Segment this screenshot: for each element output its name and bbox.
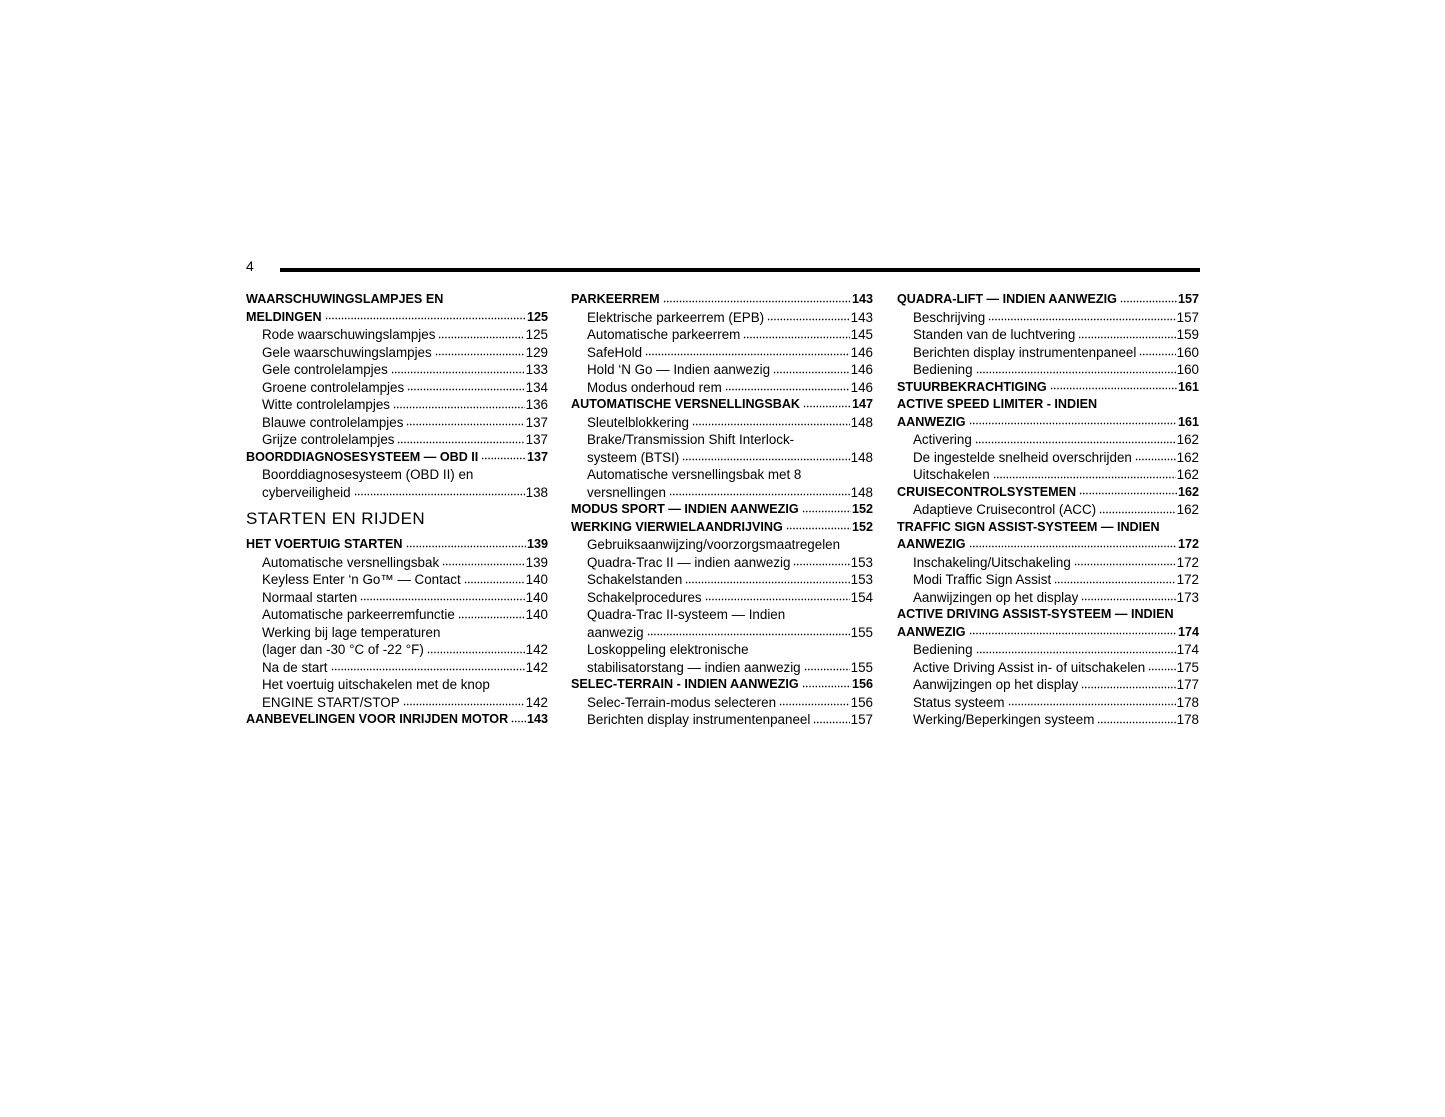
toc-subentry[interactable] <box>246 484 548 502</box>
toc-subentry[interactable] <box>571 641 873 659</box>
toc-subentry[interactable] <box>571 536 873 554</box>
toc-heading-entry[interactable] <box>571 676 873 694</box>
toc-heading-entry[interactable] <box>897 379 1199 397</box>
toc-subentry[interactable] <box>246 379 548 397</box>
toc-page-number: 134 <box>525 379 548 395</box>
toc-entry-label: MODUS SPORT — INDIEN AANWEZIG <box>571 502 799 516</box>
toc-page-number: 143 <box>851 292 873 306</box>
toc-heading-entry[interactable] <box>246 711 548 729</box>
toc-subentry[interactable] <box>571 344 873 362</box>
dot-leader <box>1054 580 1175 584</box>
toc-entry-label: Groene controlelampjes <box>262 379 405 395</box>
toc-page-number: 172 <box>1177 537 1199 551</box>
toc-subentry[interactable] <box>897 641 1199 659</box>
toc-entry-label: BOORDDIAGNOSESYSTEEM — OBD II <box>246 449 479 464</box>
dot-leader <box>393 405 525 409</box>
dot-leader <box>438 335 524 339</box>
toc-page-number: 143 <box>526 712 548 726</box>
dot-leader <box>705 598 850 602</box>
toc-subentry[interactable] <box>246 326 548 344</box>
dot-leader <box>403 703 525 707</box>
dot-leader <box>481 457 526 461</box>
toc-subentry[interactable] <box>246 641 548 659</box>
toc-subentry[interactable] <box>246 431 548 449</box>
toc-entry-label: Werking bij lage temperaturen <box>262 624 441 640</box>
toc-page-number: 133 <box>525 362 548 377</box>
toc-page-number: 142 <box>525 694 548 710</box>
toc-entry-label: (lager dan -30 °C of -22 °F) <box>262 642 424 657</box>
dot-leader <box>969 422 1177 426</box>
toc-entry-label: aanwezig <box>587 624 644 640</box>
dot-leader <box>391 370 525 374</box>
toc-entry-label: Berichten display instrumentenpaneel <box>913 344 1137 360</box>
toc-entry-label: stabilisatorstang — indien aanwezig <box>587 659 801 675</box>
dot-leader <box>647 633 850 637</box>
toc-page-number: 178 <box>1176 712 1199 727</box>
dot-leader <box>331 668 525 672</box>
dot-leader <box>767 318 850 322</box>
dot-leader <box>427 650 525 654</box>
toc-page-number: 152 <box>851 502 873 516</box>
toc-entry-label: Quadra-Trac II-systeem — Indien <box>587 607 786 622</box>
dot-leader <box>743 335 849 339</box>
toc-subentry[interactable] <box>897 449 1199 467</box>
toc-subentry[interactable] <box>246 659 548 677</box>
toc-subentry[interactable] <box>246 694 548 712</box>
toc-entry-label: AUTOMATISCHE VERSNELLINGSBAK <box>571 397 801 411</box>
dot-leader <box>802 509 851 513</box>
toc-subentry[interactable] <box>246 466 548 484</box>
toc-subentry[interactable] <box>571 449 873 467</box>
toc-entry-label: Schakelprocedures <box>587 589 702 605</box>
toc-subentry[interactable] <box>246 624 548 642</box>
toc-page-number: 140 <box>525 607 548 622</box>
toc-page-number: 157 <box>1176 309 1199 325</box>
toc-page-number: 140 <box>525 572 548 587</box>
toc-entry-label: HET VOERTUIG STARTEN <box>246 537 403 551</box>
toc-subentry[interactable] <box>897 694 1199 712</box>
toc-page-number: 139 <box>525 554 548 570</box>
toc-entry-label: Modi Traffic Sign Assist <box>913 572 1052 587</box>
toc-entry-label: Selec-Terrain-modus selecteren <box>587 694 777 710</box>
toc-page-number: 159 <box>1176 327 1199 342</box>
dot-leader <box>1079 492 1177 496</box>
toc-page-number: 162 <box>1176 432 1199 447</box>
toc-heading-entry[interactable] <box>897 291 1199 309</box>
dot-leader <box>407 388 524 392</box>
toc-heading-entry[interactable] <box>897 396 1199 414</box>
toc-entry-label: Berichten display instrumentenpaneel <box>587 712 811 727</box>
toc-entry-label: AANWEZIG <box>897 414 966 429</box>
dot-leader <box>786 527 851 531</box>
toc-page-number: 140 <box>525 589 548 605</box>
toc-subentry[interactable] <box>897 554 1199 572</box>
toc-heading-entry[interactable] <box>246 291 548 309</box>
toc-entry-label: Elektrische parkeerrem (EPB) <box>587 309 765 325</box>
toc-heading-entry[interactable] <box>897 414 1199 432</box>
toc-subentry[interactable] <box>246 589 548 607</box>
toc-subentry[interactable] <box>897 344 1199 362</box>
toc-heading-entry[interactable] <box>897 536 1199 554</box>
toc-page-number: 155 <box>850 659 873 675</box>
toc-entry-label: Blauwe controlelampjes <box>262 414 404 430</box>
dot-leader <box>793 563 849 567</box>
toc-entry-label: Witte controlelampjes <box>262 397 391 412</box>
dot-leader <box>1148 668 1175 672</box>
toc-entry-label: Gele waarschuwingslampjes <box>262 344 432 360</box>
toc-entry-label: MELDINGEN <box>246 309 322 324</box>
dot-leader <box>458 615 525 619</box>
dot-leader <box>682 458 849 462</box>
toc-entry-label: Bediening <box>913 362 973 377</box>
toc-page-number: 172 <box>1176 554 1199 570</box>
toc-heading-entry[interactable] <box>571 501 873 519</box>
toc-subentry[interactable] <box>897 361 1199 379</box>
dot-leader <box>988 318 1175 322</box>
toc-subentry[interactable] <box>246 344 548 362</box>
toc-entry-label: De ingestelde snelheid overschrijden <box>913 449 1132 465</box>
dot-leader <box>442 563 525 567</box>
toc-page-number: 148 <box>850 449 873 465</box>
toc-subentry[interactable] <box>571 624 873 642</box>
dot-leader <box>725 388 850 392</box>
toc-page-number: 175 <box>1176 659 1199 675</box>
toc-page-number: 160 <box>1176 344 1199 360</box>
toc-heading-entry[interactable] <box>897 484 1199 502</box>
dot-leader <box>976 650 1176 654</box>
dot-leader <box>325 317 526 321</box>
toc-entry-label: Automatische parkeerrem <box>587 327 741 342</box>
toc-heading-entry[interactable] <box>246 309 548 327</box>
toc-column-1 <box>246 291 548 729</box>
dot-leader <box>969 632 1177 636</box>
dot-leader <box>692 423 850 427</box>
toc-entry-label: systeem (BTSI) <box>587 449 680 465</box>
toc-page-number: 153 <box>850 554 873 570</box>
dot-leader <box>1081 685 1175 689</box>
toc-page-number: 156 <box>851 677 873 691</box>
toc-heading-entry[interactable] <box>571 291 873 309</box>
toc-subentry[interactable] <box>246 396 548 414</box>
toc-subentry[interactable] <box>897 501 1199 519</box>
toc-page-number: 157 <box>850 712 873 727</box>
dot-leader <box>1099 510 1176 514</box>
toc-entry-label: Sleutelblokkering <box>587 414 689 430</box>
toc-page-number: 178 <box>1176 694 1199 710</box>
toc-entry-label: Aanwijzingen op het display <box>913 677 1079 692</box>
toc-subentry[interactable] <box>897 431 1199 449</box>
toc-entry-label: QUADRA-LIFT — INDIEN AANWEZIG <box>897 292 1117 306</box>
toc-page-number: 173 <box>1176 589 1199 605</box>
toc-subentry[interactable] <box>571 379 873 397</box>
toc-subentry[interactable] <box>246 554 548 572</box>
toc-page-number: 146 <box>850 344 873 360</box>
dot-leader <box>406 544 526 548</box>
toc-subentry[interactable] <box>897 676 1199 694</box>
dot-leader <box>354 493 525 497</box>
toc-page-number: 142 <box>525 642 548 657</box>
toc-entry-label: Gele controlelampjes <box>262 362 388 377</box>
toc-page-number: 152 <box>851 519 873 534</box>
toc-subentry[interactable] <box>246 571 548 589</box>
toc-page-number: 161 <box>1177 379 1199 394</box>
toc-entry-label: Adaptieve Cruisecontrol (ACC) <box>913 502 1097 517</box>
toc-subentry[interactable] <box>897 326 1199 344</box>
dot-leader <box>802 684 851 688</box>
dot-leader <box>813 720 849 724</box>
toc-entry-label: WERKING VIERWIELAANDRIJVING <box>571 519 783 534</box>
toc-page-number: 125 <box>526 309 548 324</box>
page-number: 4 <box>246 258 254 274</box>
toc-entry-label: ACTIVE SPEED LIMITER - INDIEN <box>897 397 1098 411</box>
toc-entry-label: Automatische versnellingsbak met 8 <box>587 467 802 482</box>
toc-page-number: 174 <box>1176 642 1199 657</box>
toc-page-number: 162 <box>1176 502 1199 517</box>
toc-page-number: 177 <box>1176 677 1199 692</box>
toc-entry-label: Hold ‘N Go — Indien aanwezig <box>587 362 771 377</box>
toc-heading-entry[interactable] <box>897 624 1199 642</box>
dot-leader <box>773 370 850 374</box>
toc-entry-label: Automatische versnellingsbak <box>262 554 440 570</box>
dot-leader <box>360 598 524 602</box>
toc-entry-label: Standen van de luchtvering <box>913 327 1076 342</box>
toc-entry-label: SafeHold <box>587 344 643 360</box>
toc-subentry[interactable] <box>897 711 1199 729</box>
toc-subentry[interactable] <box>571 466 873 484</box>
toc-subentry[interactable] <box>571 326 873 344</box>
toc-page-number: 161 <box>1177 414 1199 429</box>
toc-subentry[interactable] <box>571 711 873 729</box>
toc-page-number: 153 <box>850 572 873 587</box>
toc-subentry[interactable] <box>571 431 873 449</box>
toc-page-number: 146 <box>850 379 873 395</box>
toc-subentry[interactable] <box>246 361 548 379</box>
toc-page-number: 174 <box>1177 624 1199 639</box>
dot-leader <box>1120 299 1177 303</box>
dot-leader <box>976 370 1176 374</box>
toc-subentry[interactable] <box>571 484 873 502</box>
toc-entry-label: Het voertuig uitschakelen met de knop <box>262 677 490 692</box>
dot-leader <box>1074 563 1176 567</box>
dot-leader <box>1139 353 1175 357</box>
dot-leader <box>1097 720 1175 724</box>
toc-page-number: 148 <box>850 414 873 430</box>
toc-entry-label: Status systeem <box>913 694 1005 710</box>
toc-page-number: 143 <box>850 309 873 325</box>
toc-entry-label: Activering <box>913 432 972 447</box>
toc-subentry[interactable] <box>571 659 873 677</box>
toc-page-number: 139 <box>526 537 548 551</box>
toc-page-number: 156 <box>850 694 873 710</box>
dot-leader <box>435 353 525 357</box>
toc-entry-label: Quadra-Trac II — indien aanwezig <box>587 554 791 570</box>
toc-column-2 <box>571 291 873 729</box>
dot-leader <box>993 475 1176 479</box>
toc-page-number: 162 <box>1177 484 1199 499</box>
toc-entry-label: Uitschakelen <box>913 467 990 482</box>
toc-entry-label: AANWEZIG <box>897 624 966 639</box>
toc-heading-entry[interactable] <box>246 449 548 467</box>
toc-entry-label: TRAFFIC SIGN ASSIST-SYSTEEM — INDIEN <box>897 519 1160 534</box>
toc-page-number: 162 <box>1176 449 1199 465</box>
toc-subentry[interactable] <box>571 414 873 432</box>
toc-page-number: 155 <box>850 624 873 640</box>
toc-page-number: 138 <box>525 484 548 500</box>
toc-entry-label: AANWEZIG <box>897 537 966 551</box>
toc-entry-label: Automatische parkeerremfunctie <box>262 607 455 622</box>
toc-entry-label: Modus onderhoud rem <box>587 379 722 395</box>
dot-leader <box>464 580 525 584</box>
toc-entry-label: CRUISECONTROLSYSTEMEN <box>897 484 1077 499</box>
toc-entry-label: Beschrijving <box>913 309 986 325</box>
toc-entry-label: Grijze controlelampjes <box>262 432 395 447</box>
toc-page-number: 137 <box>525 432 548 447</box>
dot-leader <box>1078 335 1175 339</box>
toc-page-number: 136 <box>525 397 548 412</box>
toc-subentry[interactable] <box>897 466 1199 484</box>
toc-entry-label: WAARSCHUWINGSLAMPJES EN <box>246 292 444 306</box>
dot-leader <box>803 404 851 408</box>
dot-leader <box>779 703 850 707</box>
toc-page-number: 147 <box>851 397 873 411</box>
toc-page-number: 162 <box>1176 467 1199 482</box>
toc-entry-label: Boorddiagnosesysteem (OBD II) en <box>262 467 474 482</box>
toc-subentry[interactable] <box>571 309 873 327</box>
toc-subentry[interactable] <box>571 571 873 589</box>
dot-leader <box>663 299 851 303</box>
header-rule <box>280 268 1200 272</box>
toc-entry-label: Gebruiksaanwijzing/voorzorgsmaatregelen <box>587 537 841 552</box>
toc-entry-label: cyberveiligheid <box>262 484 351 500</box>
toc-subentry[interactable] <box>246 606 548 624</box>
toc-heading-entry[interactable] <box>571 519 873 537</box>
toc-subentry[interactable] <box>246 414 548 432</box>
toc-entry-label: STUURBEKRACHTIGING <box>897 379 1047 394</box>
toc-page-number: 142 <box>525 659 548 675</box>
dot-leader <box>685 580 849 584</box>
toc-page-number: 129 <box>525 344 548 360</box>
toc-entry-label: ENGINE START/STOP <box>262 694 400 710</box>
toc-heading-entry[interactable] <box>897 519 1199 537</box>
toc-entry-label: Brake/Transmission Shift Interlock- <box>587 432 795 447</box>
toc-entry-label: PARKEERREM <box>571 292 660 306</box>
dot-leader <box>804 668 850 672</box>
dot-leader <box>1050 387 1177 391</box>
dot-leader <box>975 440 1176 444</box>
dot-leader <box>969 544 1177 548</box>
toc-entry-label: Active Driving Assist in- of uitschakelen <box>913 659 1146 675</box>
toc-page-number: 154 <box>850 589 873 605</box>
toc-heading-entry[interactable] <box>897 606 1199 624</box>
dot-leader <box>1081 598 1175 602</box>
toc-subentry[interactable] <box>246 676 548 694</box>
toc-entry-label: Inschakeling/Uitschakeling <box>913 554 1071 570</box>
dot-leader <box>511 719 526 723</box>
toc-entry-label: Loskoppeling elektronische <box>587 642 749 657</box>
toc-page-number: 137 <box>526 449 548 464</box>
toc-page-number: 157 <box>1177 292 1199 306</box>
toc-subentry[interactable] <box>571 554 873 572</box>
toc-subentry[interactable] <box>571 606 873 624</box>
dot-leader <box>645 353 850 357</box>
dot-leader <box>406 423 524 427</box>
toc-subentry[interactable] <box>897 309 1199 327</box>
toc-page-number: 172 <box>1176 572 1199 587</box>
toc-entry-label: AANBEVELINGEN VOOR INRIJDEN MOTOR <box>246 712 509 726</box>
toc-entry-label: Bediening <box>913 642 973 657</box>
dot-leader <box>669 493 850 497</box>
toc-subentry[interactable] <box>571 589 873 607</box>
toc-column-3 <box>897 291 1199 729</box>
toc-subentry[interactable] <box>897 589 1199 607</box>
toc-subentry[interactable] <box>571 361 873 379</box>
toc-heading-entry[interactable] <box>246 536 548 554</box>
toc-page-number: 160 <box>1176 362 1199 377</box>
toc-page-number: 145 <box>850 327 873 342</box>
toc-entry-label: ACTIVE DRIVING ASSIST-SYSTEEM — INDIEN <box>897 607 1174 621</box>
toc-entry-label: Aanwijzingen op het display <box>913 589 1079 605</box>
dot-leader <box>397 440 524 444</box>
toc-entry-label: Schakelstanden <box>587 572 683 587</box>
toc-entry-label: Normaal starten <box>262 589 358 605</box>
toc-subentry[interactable] <box>897 659 1199 677</box>
toc-entry-label: Keyless Enter ‘n Go™ — Contact <box>262 572 461 587</box>
toc-page-number: 125 <box>525 327 548 342</box>
dot-leader <box>1135 458 1176 462</box>
toc-entry-label: SELEC-TERRAIN - INDIEN AANWEZIG <box>571 677 799 691</box>
toc-entry-label: versnellingen <box>587 484 666 500</box>
toc-page-number: 137 <box>525 414 548 430</box>
toc-heading-entry[interactable] <box>571 396 873 414</box>
toc-subentry[interactable] <box>897 571 1199 589</box>
toc-page-number: 146 <box>850 362 873 377</box>
toc-subentry[interactable] <box>571 694 873 712</box>
toc-entry-label: Rode waarschuwingslampjes <box>262 327 436 342</box>
toc-page-number: 148 <box>850 484 873 500</box>
toc-entry-label: Na de start <box>262 659 328 675</box>
toc-entry-label: Werking/Beperkingen systeem <box>913 712 1095 727</box>
section-title: STARTEN EN RIJDEN <box>246 509 426 528</box>
dot-leader <box>1008 703 1176 707</box>
